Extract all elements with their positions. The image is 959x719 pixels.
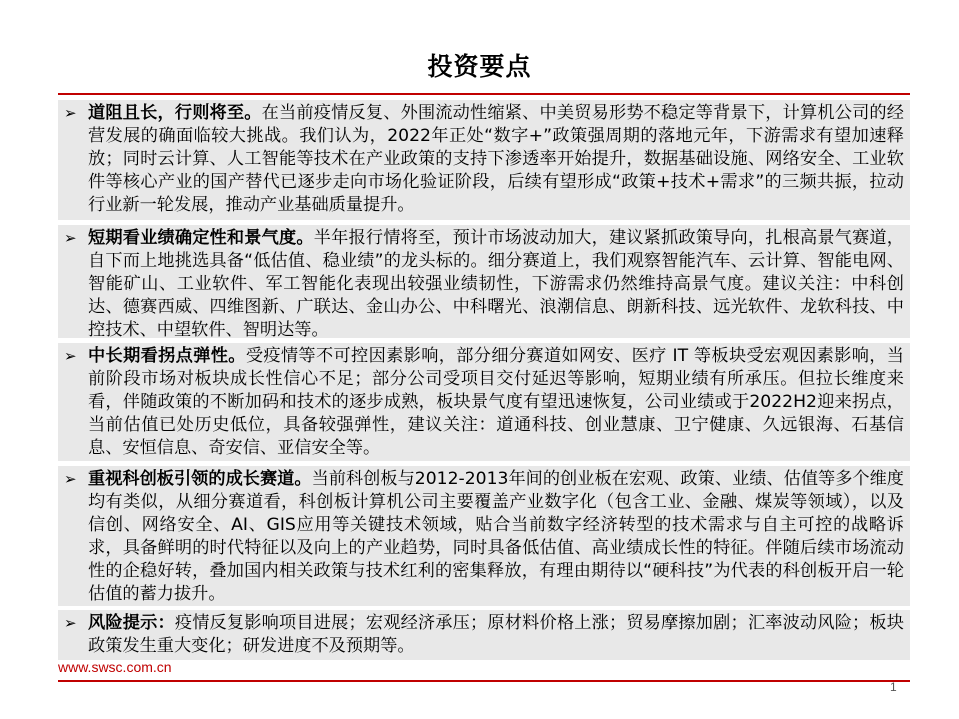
bullet-heading: 中长期看拐点弹性。: [88, 346, 246, 366]
bullet-item: [58, 343, 910, 461]
bullet-item: [58, 225, 910, 338]
bullet-text: [88, 612, 904, 658]
bullet-heading: 重视科创板引领的成长赛道。: [88, 469, 312, 489]
footer-divider: [58, 680, 910, 682]
bullet-item: [58, 466, 910, 606]
bullet-body: 半年报行情将至，预计市场波动加大，建议紧抓政策导向，扎根高景气赛道，自下而上地挑选具备“低估值、稳业绩”的龙头标的。细分赛道上，我们观察智能汽车、云计算、智能电网、智能矿山、工业软件、军工智能化表现出较强业绩韧性，下游需求仍然维持高景气度。建议关注：中科创达、德赛西威、四维图新、广联达、金山办公、中科曙光、浪潮信息、朗新科技、远光软件、龙软科技、中控技术、中望软件、智明达等。: [88, 228, 904, 340]
bullet-heading: 短期看业绩确定性和景气度。: [88, 228, 314, 248]
bullet-body: 疫情反复影响项目进展；宏观经济承压；原材料价格上涨；贸易摩擦加剧；汇率波动风险；板块政策发生重大变化；研发进度不及预期等。: [88, 613, 904, 656]
bullet-heading: 道阻且长，行则将至。: [88, 103, 262, 123]
arrow-bullet-icon: ➢: [64, 347, 77, 365]
page-number: 1: [890, 680, 897, 694]
footer-website-link[interactable]: www.swsc.com.cn: [58, 659, 172, 675]
bullet-body: 在当前疫情反复、外围流动性缩紧、中美贸易形势不稳定等背景下，计算机公司的经营发展的确面临较大挑战。我们认为，2022年正处“数字+”政策强周期的落地元年，下游需求有望加速释放；同时云计算、人工智能等技术在产业政策的支持下渗透率开始提升，数据基础设施、网络安全、工业软件等核心产业的国产替代已逐步走向市场化验证阶段，后续有望形成“政策+技术+需求”的三频共振，拉动行业新一轮发展，推动产业基础质量提升。: [88, 103, 904, 215]
arrow-bullet-icon: ➢: [64, 229, 77, 247]
arrow-bullet-icon: ➢: [64, 470, 77, 488]
arrow-bullet-icon: ➢: [64, 104, 77, 122]
bullet-text: [88, 227, 904, 342]
bullet-heading: 风险提示：: [88, 613, 175, 633]
bullet-text: [88, 345, 904, 460]
bullet-text: [88, 468, 904, 606]
title-divider: [58, 93, 910, 95]
investment-highlights-list: [58, 100, 910, 660]
page-title: 投资要点: [427, 52, 532, 81]
bullet-body: 当前科创板与2012-2013年间的创业板在宏观、政策、业绩、估值等多个维度均有类似，从细分赛道看，科创板计算机公司主要覆盖产业数字化（包含工业、金融、煤炭等领域），以及信创、网络安全、AI、GIS应用等关键技术领域，贴合当前数字经济转型的技术需求与自主可控的战略诉求，具备鲜明的时代特征以及向上的产业趋势，同时具备低估值、高业绩成长性的特征。伴随后续市场流动性的企稳好转，叠加国内相关政策与技术红利的密集释放，有理由期待以“硬科技”为代表的科创板开启一轮估值的蓄力拔升。: [88, 469, 904, 604]
bullet-text: [88, 102, 904, 217]
bullet-body: 受疫情等不可控因素影响，部分细分赛道如网安、医疗 IT 等板块受宏观因素影响，当前阶段市场对板块成长性信心不足；部分公司受项目交付延迟等影响，短期业绩有所承压。但拉长维度来看，伴随政策的不断加码和技术的逐步成熟，板块景气度有望迅速恢复，公司业绩或于2022H2迎来拐点，当前估值已处历史低位，具备较强弹性，建议关注：道通科技、创业慧康、卫宁健康、久远银海、石基信息、安恒信息、奇安信、亚信安全等。: [88, 346, 904, 458]
bullet-item: [58, 610, 910, 660]
arrow-bullet-icon: ➢: [64, 614, 77, 632]
bullet-item: [58, 100, 910, 220]
